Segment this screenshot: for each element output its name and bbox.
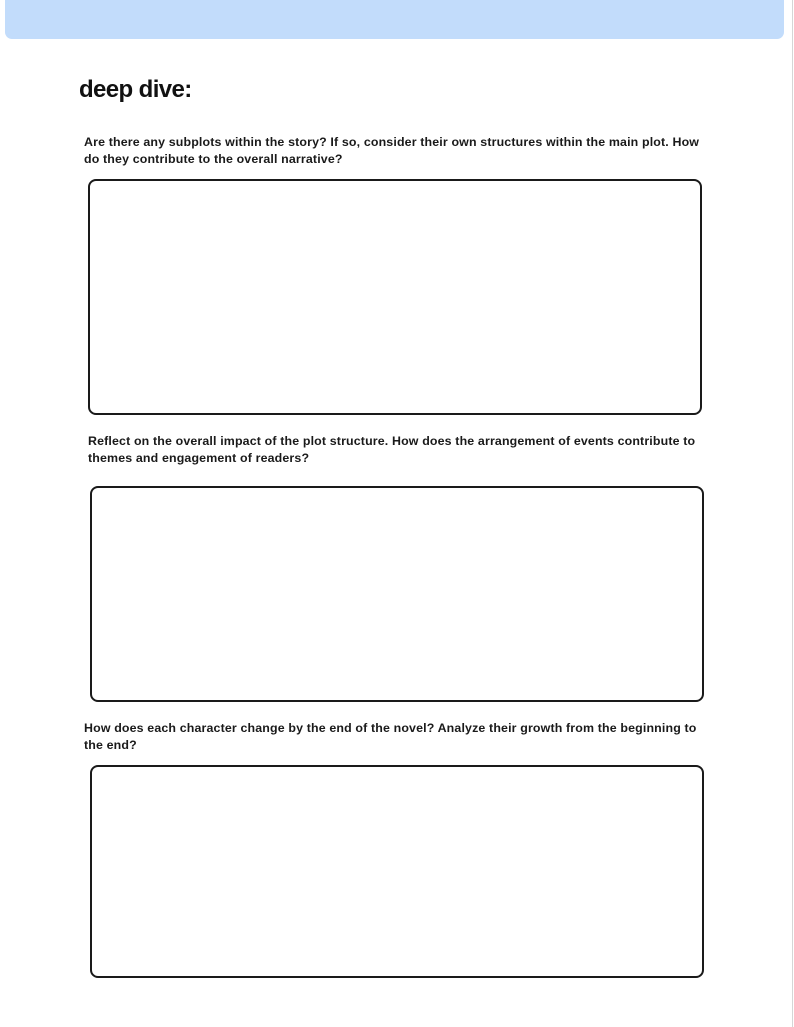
question-1-answer-input[interactable] (90, 181, 700, 413)
page-edge-divider (792, 0, 793, 1027)
top-banner (5, 0, 784, 39)
question-3-answer-input[interactable] (92, 767, 702, 976)
page-title: deep dive: (79, 76, 192, 103)
question-3-prompt: How does each character change by the end of the novel? Analyze their growth from the beginning to the end? (84, 721, 697, 752)
question-2-answer-box[interactable] (90, 486, 704, 702)
question-1-answer-box[interactable] (88, 179, 702, 415)
question-3-answer-box[interactable] (90, 765, 704, 978)
question-2-prompt: Reflect on the overall impact of the plot structure. How does the arrangement of events contribute to themes and engagement of readers? (88, 434, 696, 465)
question-1-prompt: Are there any subplots within the story? If so, consider their own structures within the main plot. How do they contribute to the overall narrative? (84, 135, 700, 166)
question-2-answer-input[interactable] (92, 488, 702, 700)
